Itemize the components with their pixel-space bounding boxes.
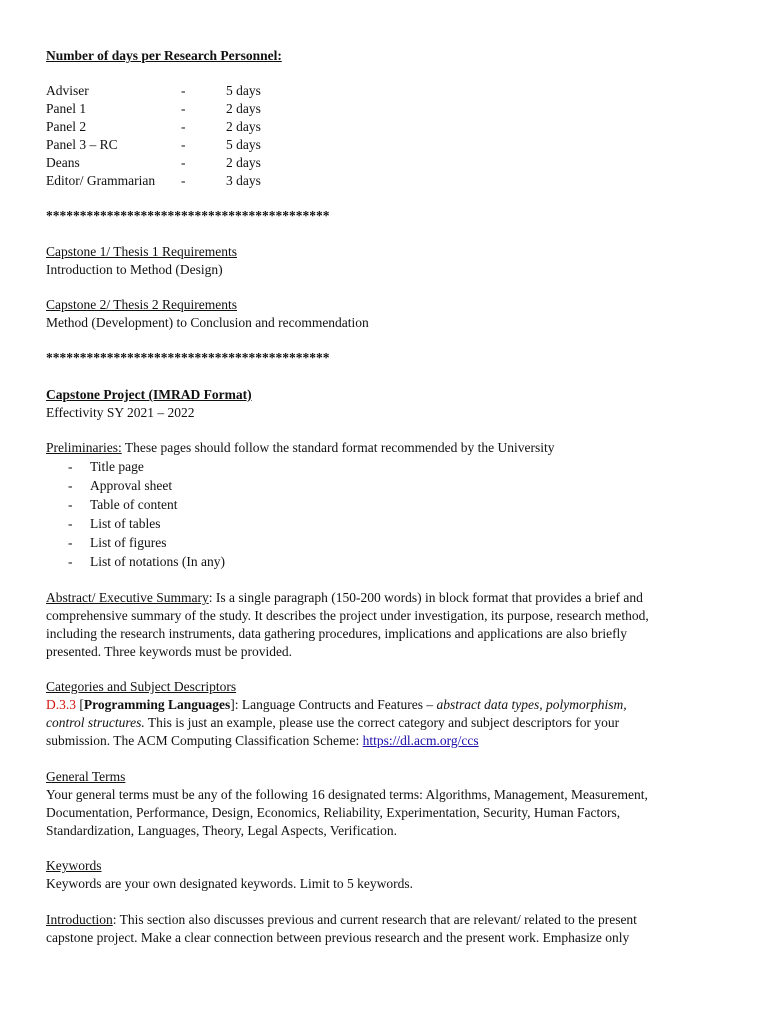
categories-line: [46, 696, 627, 714]
role-label: Adviser: [46, 83, 89, 98]
days-value: 2 days: [226, 119, 261, 134]
category-italic: abstract data types, polymorphism,: [436, 697, 627, 712]
keywords-text: Keywords are your own designated keywords. Limit to 5 keywords.: [46, 876, 414, 891]
introduction-line: [46, 911, 637, 929]
dash-separator: -: [181, 155, 186, 170]
days-row: [46, 136, 346, 154]
introduction-label: Introduction: [46, 912, 113, 927]
list-item-text: List of notations (In any): [90, 554, 225, 569]
abstract-line: [46, 589, 643, 607]
keywords-heading: Keywords: [46, 858, 102, 873]
days-row: [46, 118, 346, 136]
list-item-text: Approval sheet: [90, 478, 173, 493]
list-item-text: Title page: [90, 459, 144, 474]
asterisk-separator: ******************************************: [46, 208, 330, 223]
days-section-title: Number of days per Research Personnel:: [46, 48, 282, 63]
abstract-line: presented. Three keywords must be provided.: [46, 644, 293, 659]
categories-line: [46, 732, 479, 750]
role-label: Deans: [46, 155, 80, 170]
preliminaries-text: These pages should follow the standard format recommended by the University: [121, 440, 555, 455]
general-terms-heading: General Terms: [46, 769, 126, 784]
dash-separator: -: [181, 101, 186, 116]
abstract-text: : Is a single paragraph (150-200 words) in block format that provides a brief and: [208, 590, 643, 605]
capstone1-heading: Capstone 1/ Thesis 1 Requirements: [46, 244, 237, 259]
days-value: 2 days: [226, 155, 261, 170]
categories-text: submission. The ACM Computing Classification Scheme:: [46, 733, 363, 748]
days-value: 5 days: [226, 83, 261, 98]
list-item-text: List of figures: [90, 535, 167, 550]
dash-separator: -: [181, 137, 186, 152]
days-value: 3 days: [226, 173, 261, 188]
role-label: Panel 1: [46, 101, 87, 116]
capstone2-heading: Capstone 2/ Thesis 2 Requirements: [46, 297, 237, 312]
category-name: Programming Languages: [83, 697, 231, 712]
list-item-text: List of tables: [90, 516, 161, 531]
category-code: D.3.3: [46, 697, 76, 712]
role-label: Editor/ Grammarian: [46, 173, 156, 188]
abstract-line: including the research instruments, data gathering procedures, implications and applications are also briefly: [46, 626, 628, 641]
general-terms-line: Your general terms must be any of the following 16 designated terms: Algorithms, Management, Measurement,: [46, 787, 648, 802]
list-item-text: Table of content: [90, 497, 178, 512]
general-terms-line: Standardization, Languages, Theory, Legal Aspects, Verification.: [46, 823, 398, 838]
role-label: Panel 2: [46, 119, 87, 134]
asterisk-separator: ******************************************: [46, 350, 330, 365]
categories-text: This is just an example, please use the correct category and subject descriptors for your: [144, 715, 620, 730]
days-row: [46, 172, 346, 190]
imrad-title: Capstone Project (IMRAD Format): [46, 387, 252, 402]
categories-line: [46, 714, 619, 732]
abstract-line: comprehensive summary of the study. It describes the project under investigation, its purpose, research method,: [46, 608, 649, 623]
capstone2-text: Method (Development) to Conclusion and recommendation: [46, 315, 369, 330]
introduction-text: : This section also discusses previous and current research that are relevant/ related to the present: [112, 912, 637, 927]
category-desc: ]: Language Contructs and Features –: [230, 697, 437, 712]
preliminaries-label: Preliminaries:: [46, 440, 122, 455]
preliminaries-paragraph: [46, 439, 555, 457]
capstone1-text: Introduction to Method (Design): [46, 262, 223, 277]
general-terms-line: Documentation, Performance, Design, Economics, Reliability, Experimentation, Security, Human Factors,: [46, 805, 621, 820]
abstract-label: Abstract/ Executive Summary: [46, 590, 209, 605]
days-row: [46, 154, 346, 172]
days-row: [46, 100, 346, 118]
introduction-line: capstone project. Make a clear connection between previous research and the present work. Emphasize only: [46, 930, 630, 945]
acm-ccs-link[interactable]: https://dl.acm.org/ccs: [362, 733, 479, 748]
dash-separator: -: [181, 173, 186, 188]
effectivity-text: Effectivity SY 2021 – 2022: [46, 405, 195, 420]
category-italic: control structures.: [46, 715, 145, 730]
dash-separator: -: [181, 83, 186, 98]
categories-heading: Categories and Subject Descriptors: [46, 679, 237, 694]
role-label: Panel 3 – RC: [46, 137, 118, 152]
days-value: 2 days: [226, 101, 261, 116]
bracket: [: [76, 697, 84, 712]
dash-separator: -: [181, 119, 186, 134]
days-value: 5 days: [226, 137, 261, 152]
days-row: [46, 82, 346, 100]
